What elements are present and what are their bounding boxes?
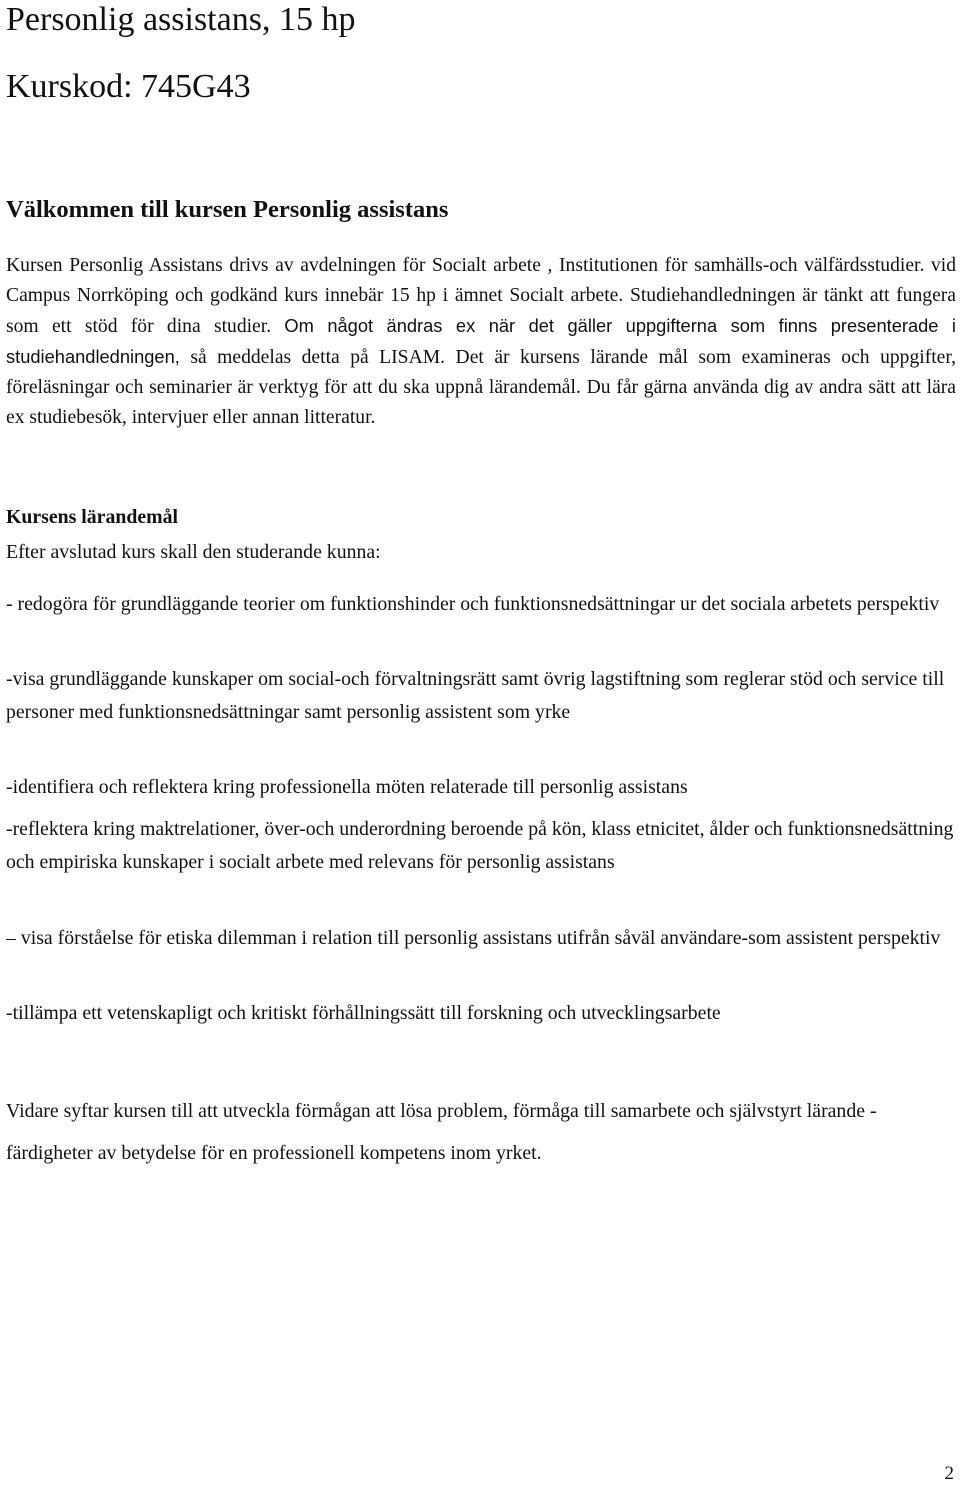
learning-outcome-item: - redogöra för grundläggande teorier om funktionshinder och funktionsnedsättningar ur det sociala arbetets perspektiv (6, 593, 940, 615)
learning-outcome-item: -tillämpa ett vetenskapligt och kritiskt förhållningssätt till forskning och utvecklingsarbete (6, 1002, 721, 1024)
learning-outcome-item: -identifiera och reflektera kring professionella möten relaterade till personlig assistans (6, 776, 688, 798)
closing-paragraph: Vidare syftar kursen till att utveckla förmågan att lösa problem, förmåga till samarbete och självstyrt lärande - färdigheter av betydelse för en professionell kompetens inom yrket. (6, 1100, 877, 1164)
course-code: Kurskod: 745G43 (6, 68, 251, 105)
outcomes-intro: Efter avslutad kurs skall den studerande kunna: (6, 541, 381, 563)
welcome-heading: Välkommen till kursen Personlig assistans (6, 196, 449, 223)
intro-text-sans: Om något ändras ex när det gäller uppgifterna som finns presenterade i studiehandledningen, (6, 315, 956, 367)
learning-outcome-item: -reflektera kring maktrelationer, över-och underordning beroende på kön, klass etnicitet, ålder och funktionsnedsättning och empiriska kunskaper i socialt arbete med relevans för personlig assistans (6, 818, 954, 873)
learning-outcome-item: – visa förståelse för etiska dilemman i relation till personlig assistans utifrån såväl användare-som assistent perspektiv (6, 927, 941, 949)
document-title: Personlig assistans, 15 hp (6, 1, 356, 38)
page-number: 2 (944, 1463, 954, 1484)
intro-text-part-1: Kursen Personlig Assistans drivs av avdelningen för Socialt arbete , Institutionen för samhälls-och välfärdsstudier. vid Campus Norrköping och godkänd kurs innebär 15 hp i ämnet Socialt arbete. Studiehandledningen är tänkt att fungera som ett stöd för dina studier. (6, 255, 956, 337)
outcomes-heading: Kursens lärandemål (6, 506, 178, 528)
intro-paragraph (6, 251, 956, 433)
learning-outcome-item: -visa grundläggande kunskaper om social-och förvaltningsrätt samt övrig lagstiftning som reglerar stöd och service till personer med funktionsnedsättningar samt personlig assistent som yrke (6, 668, 945, 723)
intro-text-part-2: så meddelas detta på LISAM. Det är kursens lärande mål som examineras och uppgifter, föreläsningar och seminarier är verktyg för att du ska uppnå lärandemål. Du får gärna använda dig av andra sätt att lära ex studiebesök, intervjuer eller annan litteratur. (6, 347, 956, 428)
